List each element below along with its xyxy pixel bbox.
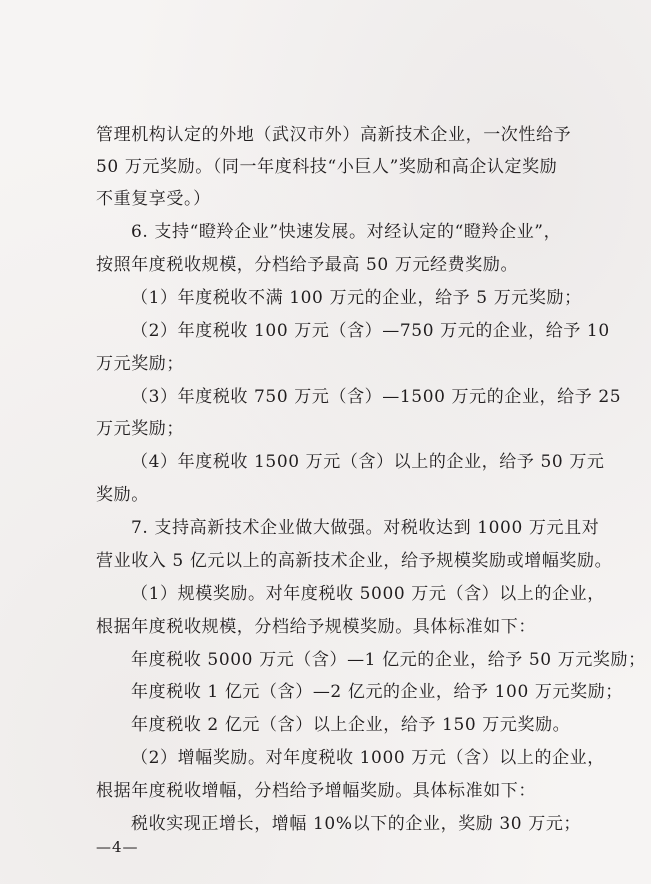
text-line: （2）增幅奖励。对年度税收 1000 万元（含）以上的企业，: [131, 748, 605, 768]
text-line: 按照年度税收规模，分档给予最高 50 万元经费奖励。: [96, 255, 519, 275]
page-number: —4—: [96, 838, 139, 856]
text-line: 根据年度税收增幅，分档给予增幅奖励。具体标准如下：: [96, 781, 536, 801]
text-line: 奖励。: [96, 485, 149, 505]
text-line: 万元奖励；: [96, 354, 184, 374]
text-line: 万元奖励；: [96, 419, 184, 439]
text-line: （2）年度税收 100 万元（含）—750 万元的企业，给予 10: [131, 321, 610, 341]
text-line: 不重复享受。）: [96, 189, 211, 209]
text-line: （1）规模奖励。对年度税收 5000 万元（含）以上的企业，: [131, 584, 605, 604]
text-line: 管理机构认定的外地（武汉市外）高新技术企业，一次性给予: [96, 125, 572, 145]
text-line: 7. 支持高新技术企业做大做强。对税收达到 1000 万元且对: [131, 518, 600, 538]
text-line: （1）年度税收不满 100 万元的企业，给予 5 万元奖励；: [131, 288, 582, 308]
text-line: 50 万元奖励。（同一年度科技“小巨人”奖励和高企认定奖励: [96, 157, 558, 177]
text-line: 根据年度税收规模，分档给予规模奖励。具体标准如下：: [96, 617, 536, 637]
text-line: （3）年度税收 750 万元（含）—1500 万元的企业，给予 25: [131, 387, 622, 407]
text-line: 年度税收 2 亿元（含）以上企业，给予 150 万元奖励。: [131, 715, 571, 735]
text-line: 税收实现正增长，增幅 10%以下的企业，奖励 30 万元；: [131, 814, 582, 834]
text-line: 营业收入 5 亿元以上的高新技术企业，给予规模奖励或增幅奖励。: [96, 551, 613, 571]
text-line: 年度税收 5000 万元（含）—1 亿元的企业，给予 50 万元奖励；: [131, 650, 646, 670]
text-line: （4）年度税收 1500 万元（含）以上的企业，给予 50 万元: [131, 452, 605, 472]
text-line: 6. 支持“瞪羚企业”快速发展。对经认定的“瞪羚企业”，: [131, 222, 562, 242]
text-line: 年度税收 1 亿元（含）—2 亿元的企业，给予 100 万元奖励；: [131, 682, 623, 702]
